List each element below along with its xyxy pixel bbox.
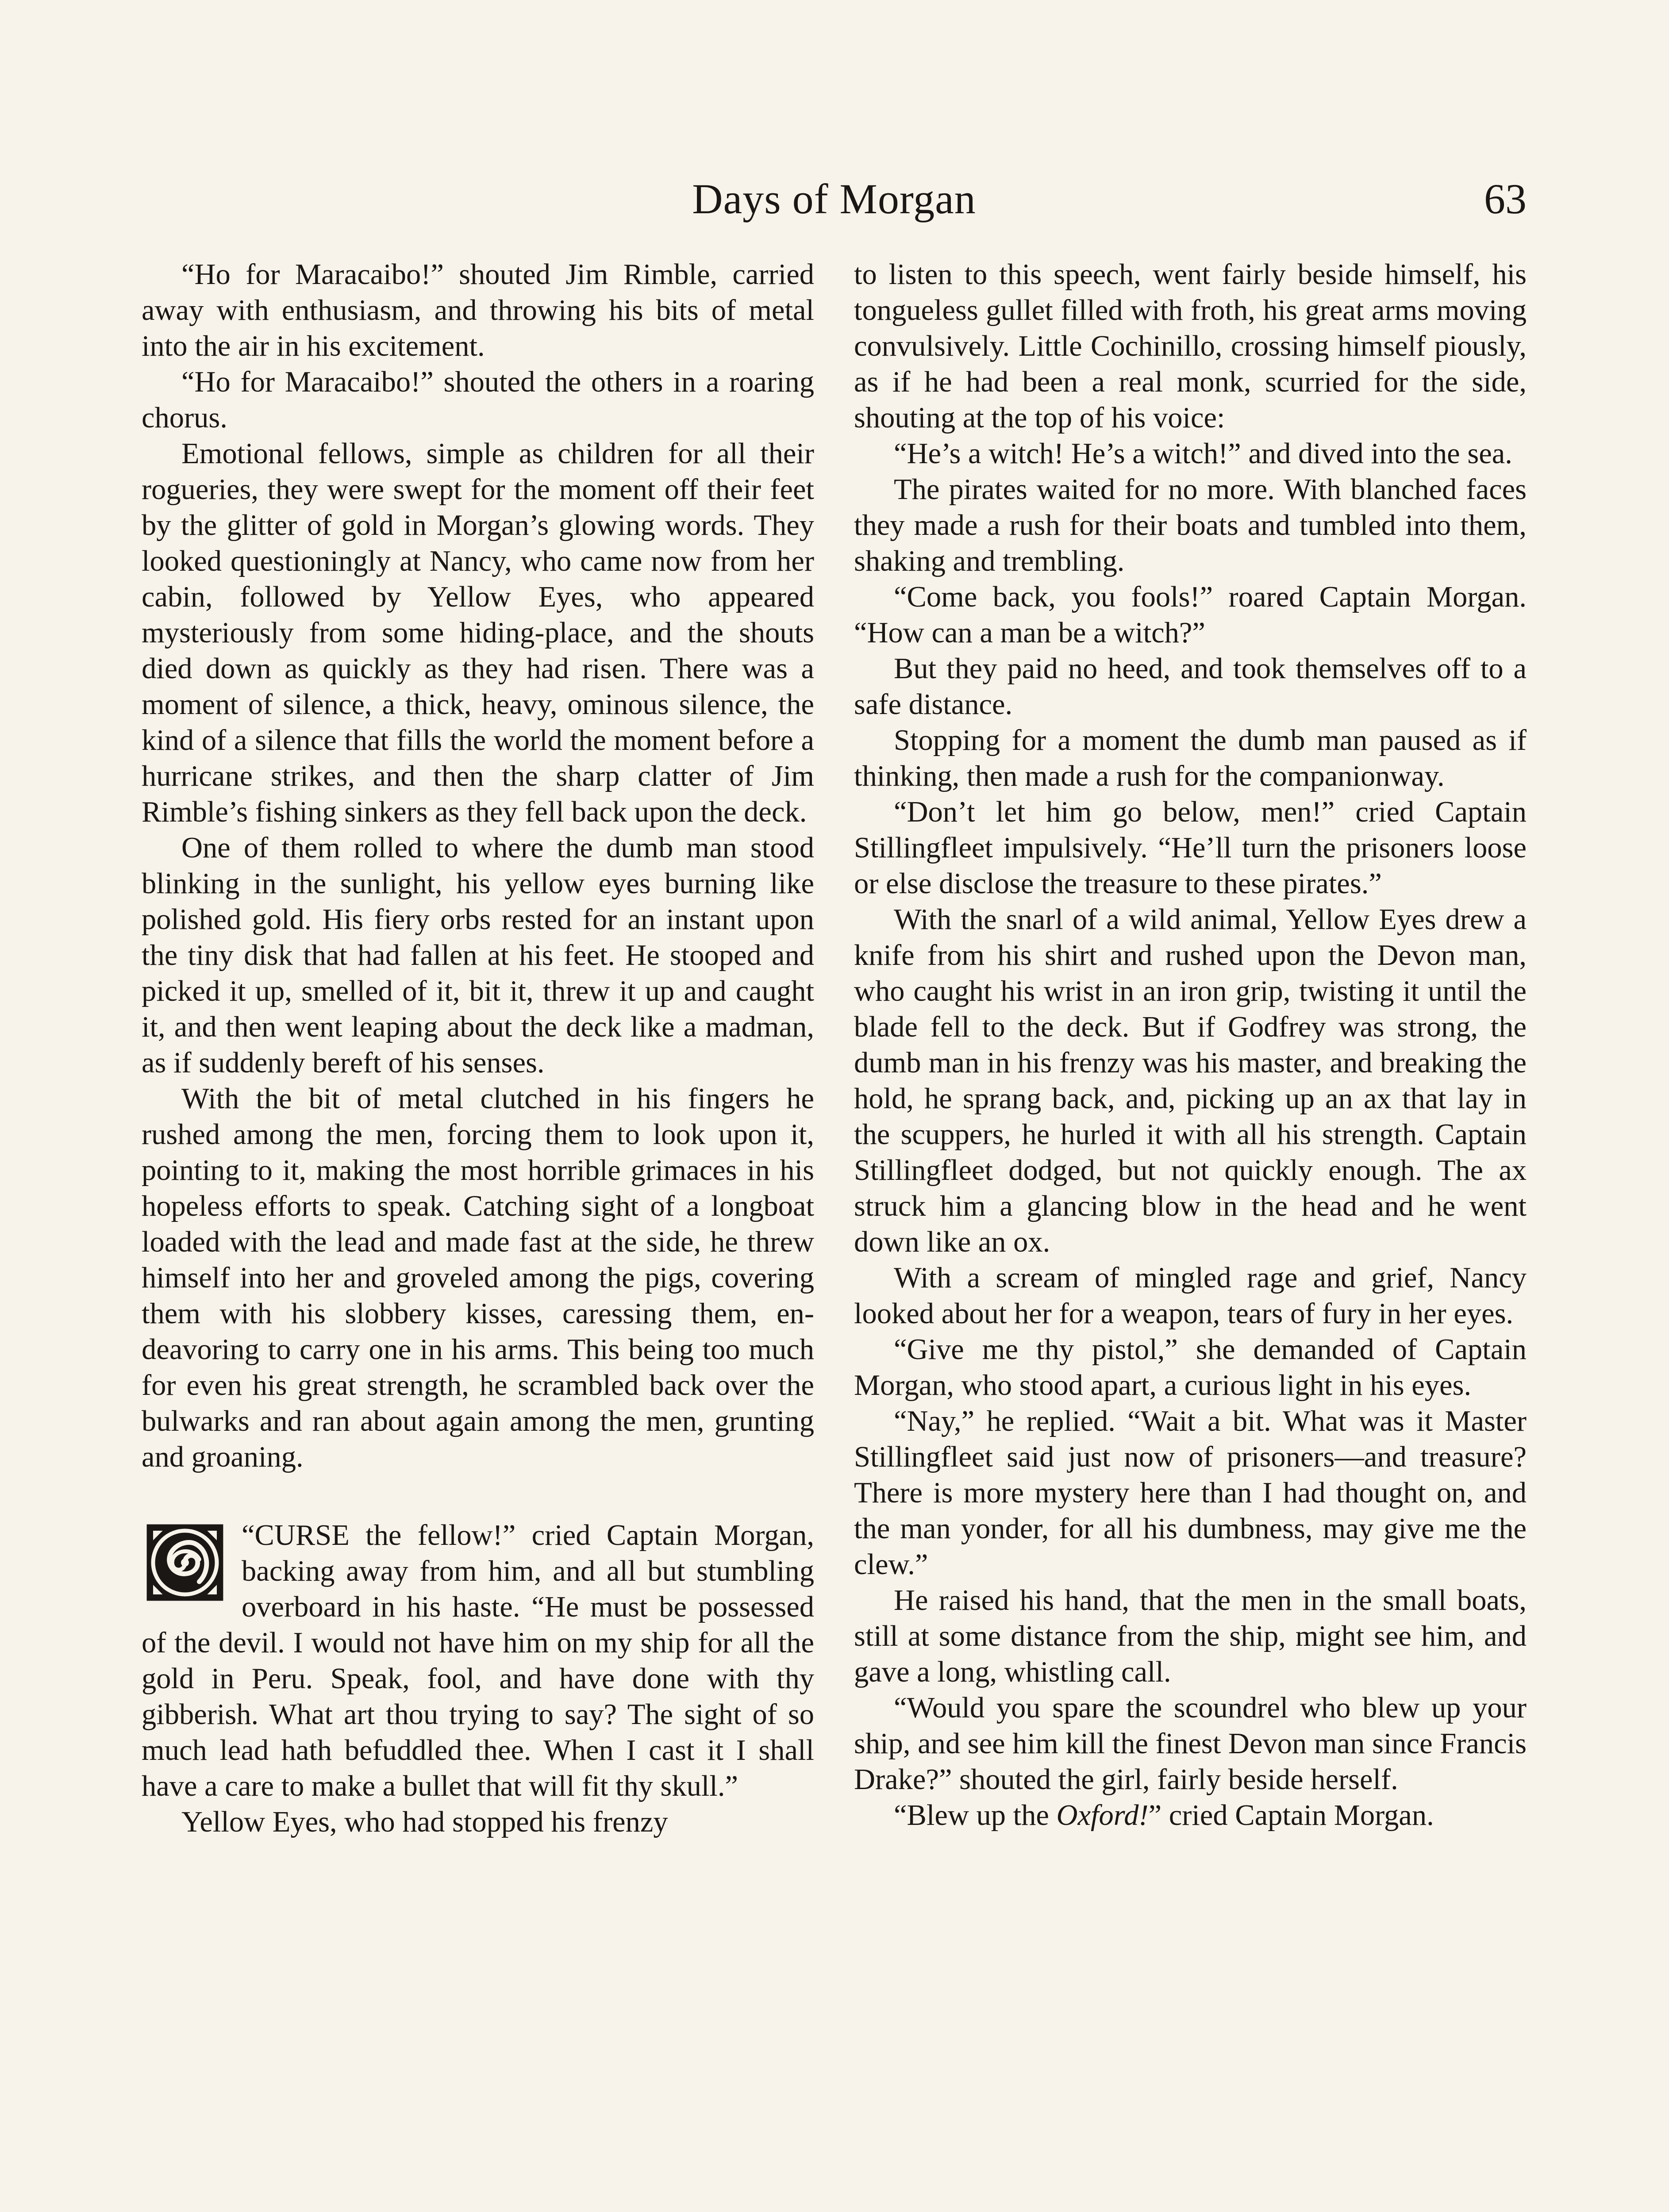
paragraph: “Nay,” he replied. “Wait a bit. What was it Master Stillingfleet said just now of prisoners—and treasure? There is more mystery here than I had thought on, and the man yonder, for all his dumbness, may give me the clew.” — [854, 1405, 1527, 1581]
paragraph: “Ho for Maracaibo!” shouted the others in a roaring chorus. — [142, 366, 814, 434]
page-number: 63 — [1484, 175, 1527, 223]
paragraph: He raised his hand, that the men in the small boats, still at some distance from the ship, might see him, and gave a long, whistling call. — [854, 1584, 1527, 1688]
ship-name: Oxford! — [1056, 1799, 1149, 1832]
paragraph: “Don’t let him go below, men!” cried Captain Stillingfleet impulsively. “He’ll turn the prisoners loose or else disclose the treasure to these pirates.” — [854, 796, 1527, 900]
page-header — [142, 175, 1527, 223]
paragraph: to listen to this speech, went fairly beside himself, his tongueless gullet filled with froth, his great arms moving convulsively. Little Cochinillo, crossing himself piously, as if he had been a real monk, scurried for the side, shouting at the top of his voice: — [854, 258, 1527, 434]
left-column — [142, 257, 814, 2212]
right-column — [854, 257, 1527, 2212]
paragraph: “He’s a witch! He’s a witch!” and dived into the sea. — [894, 438, 1512, 470]
paragraph: With the bit of metal clutched in his fingers he rushed among the men, forcing them to look upon it, pointing to it, making the most horrible grimaces in his hopeless efforts to speak. Catching sight of a longboat loaded with the lead and made fast at the side, he threw himself into her and groveled among the pigs, covering them with his slobbery kisses, caressing them, endeavoring to carry one in his arms. This being too much for even his great strength, he scrambled back over the bulwarks and ran about again among the men, grunting and groaning. — [142, 1083, 814, 1473]
paragraph: “Give me thy pistol,” she demanded of Captain Morgan, who stood apart, a curious light in his eyes. — [854, 1333, 1527, 1402]
running-title: Days of Morgan — [692, 175, 976, 223]
paragraph: With the snarl of a wild animal, Yellow Eyes drew a knife from his shirt and rushed upon the Devon man, who caught his wrist in an iron grip, twisting it until the blade fell to the deck. But if Godfrey was strong, the dumb man in his frenzy was his master, and breaking the hold, he sprang back, and, picking up an ax that lay in the scuppers, he hurled it with all his strength. Captain Stillingfleet dodged, but not quickly enough. The ax struck him a glancing blow in the head and he went down like an ox. — [854, 903, 1527, 1258]
paragraph: “Would you spare the scoundrel who blew up your ship, and see him kill the finest Devon man since Francis Drake?” shouted the girl, fairly beside herself. — [854, 1692, 1527, 1796]
paragraph: “Ho for Maracaibo!” shouted Jim Rimble, carried away with enthusiasm, and throwing his bits of metal into the air in his excitement. — [142, 258, 814, 362]
paragraph: But they paid no heed, and took themselves off to a safe distance. — [854, 653, 1527, 721]
paragraph-text: “CURSE the fellow!” cried Captain Morgan, backing away from him, and all but stumbling overboard in his haste. “He must be possessed of the devil. I would not have him on my ship for all the gold in Peru. Speak, fool, and have done with thy gibberish. What art thou trying to say? The sight of so much lead hath befuddled thee. When I cast it I shall have a care to make a bullet that will fit thy skull.” — [142, 1519, 814, 1802]
paragraph: Emotional fellows, simple as children for all their rogueries, they were swept for the moment off their feet by the glitter of gold in Morgan’s glowing words. They looked questioningly at Nancy, who came now from her cabin, followed by Yellow Eyes, who appeared mysteriously from some hiding-place, and the shouts died down as quickly as they had risen. There was a moment of silence, a thick, heavy, ominous silence, the kind of a silence that fills the world the moment before a hurricane strikes, and then the sharp clatter of Jim Rimble’s fishing sinkers as they fell back upon the deck. — [142, 438, 814, 828]
paragraph — [854, 1797, 1527, 1833]
paragraph: Stopping for a moment the dumb man paused as if thinking, then made a rush for the companionway. — [854, 724, 1527, 792]
paragraph: The pirates waited for no more. With blanched faces they made a rush for their boats and tumbled into them, shaking and trembling. — [854, 473, 1527, 577]
ornament-paragraph — [142, 1517, 814, 1804]
text-run: ” cried Captain Morgan. — [1148, 1799, 1434, 1832]
paragraph: “Come back, you fools!” roared Captain Morgan. “How can a man be a witch?” — [854, 581, 1527, 649]
text-run: “Blew up the — [894, 1799, 1057, 1832]
paragraph: With a scream of mingled rage and grief, Nancy looked about her for a weapon, tears of fury in her eyes. — [854, 1262, 1527, 1330]
paragraph: Yellow Eyes, who had stopped his frenzy — [181, 1806, 668, 1838]
celtic-spiral-ornament-icon — [145, 1523, 225, 1602]
text-columns — [142, 257, 1527, 2212]
paragraph: One of them rolled to where the dumb man stood blinking in the sunlight, his yellow eyes burning like polished gold. His fiery orbs rested for an instant upon the tiny disk that had fallen at his feet. He stooped and picked it up, smelled of it, bit it, threw it up and caught it, and then went leaping about the deck like a madman, as if suddenly bereft of his senses. — [142, 832, 814, 1079]
